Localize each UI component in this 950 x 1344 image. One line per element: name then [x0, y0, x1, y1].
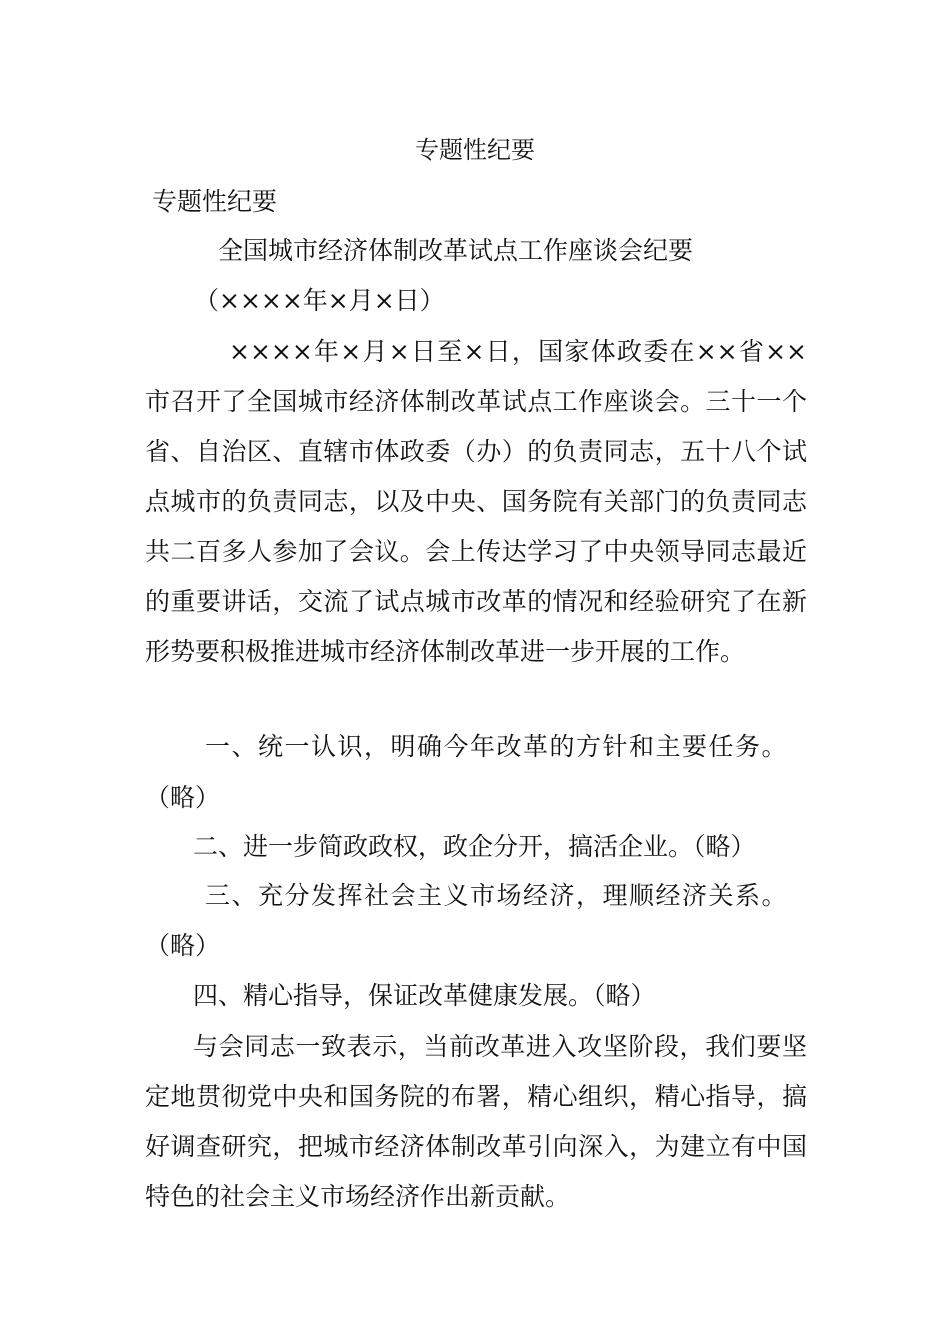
date-line: （××××年×月×日） [194, 286, 445, 315]
point-1-note: （略） [145, 783, 221, 812]
point-3: 三、充分发挥社会主义市场经济，理顺经济关系。 [205, 881, 789, 910]
closing-paragraph: 与会同志一致表示，当前改革进入攻坚阶段，我们要坚定地贯彻党中央和国务院的布署，精心组织，精心指导，搞好调查研究，把城市经济体制改革引向深入，为建立有中国特色的社会主义市场经济作出新贡献。 [145, 1032, 807, 1211]
meeting-title: 全国城市经济体制改革试点工作座谈会纪要 [218, 236, 694, 265]
point-4: 四、精心指导，保证改革健康发展。（略） [193, 981, 656, 1010]
header-title: 专题性纪要 [415, 136, 535, 164]
intro-paragraph: ××××年×月×日至×日，国家体政委在××省××市召开了全国城市经济体制改革试点工作座谈会。三十一个省、自治区、直辖市体政委（办）的负责同志，五十八个试点城市的负责同志，以及中央、国务院有关部门的负责同志共二百多人参加了会议。会上传达学习了中央领导同志最近的重要讲话，交流了试点城市改革的情况和经验研究了在新形势要积极推进城市经济体制改革进一步开展的工作。 [145, 337, 807, 666]
section-title: 专题性纪要 [152, 187, 278, 216]
point-2: 二、进一步简政政权，政企分开，搞活企业。（略） [193, 832, 756, 861]
point-3-note: （略） [145, 931, 221, 960]
point-1: 一、统一认识，明确今年改革的方针和主要任务。 [205, 732, 789, 761]
